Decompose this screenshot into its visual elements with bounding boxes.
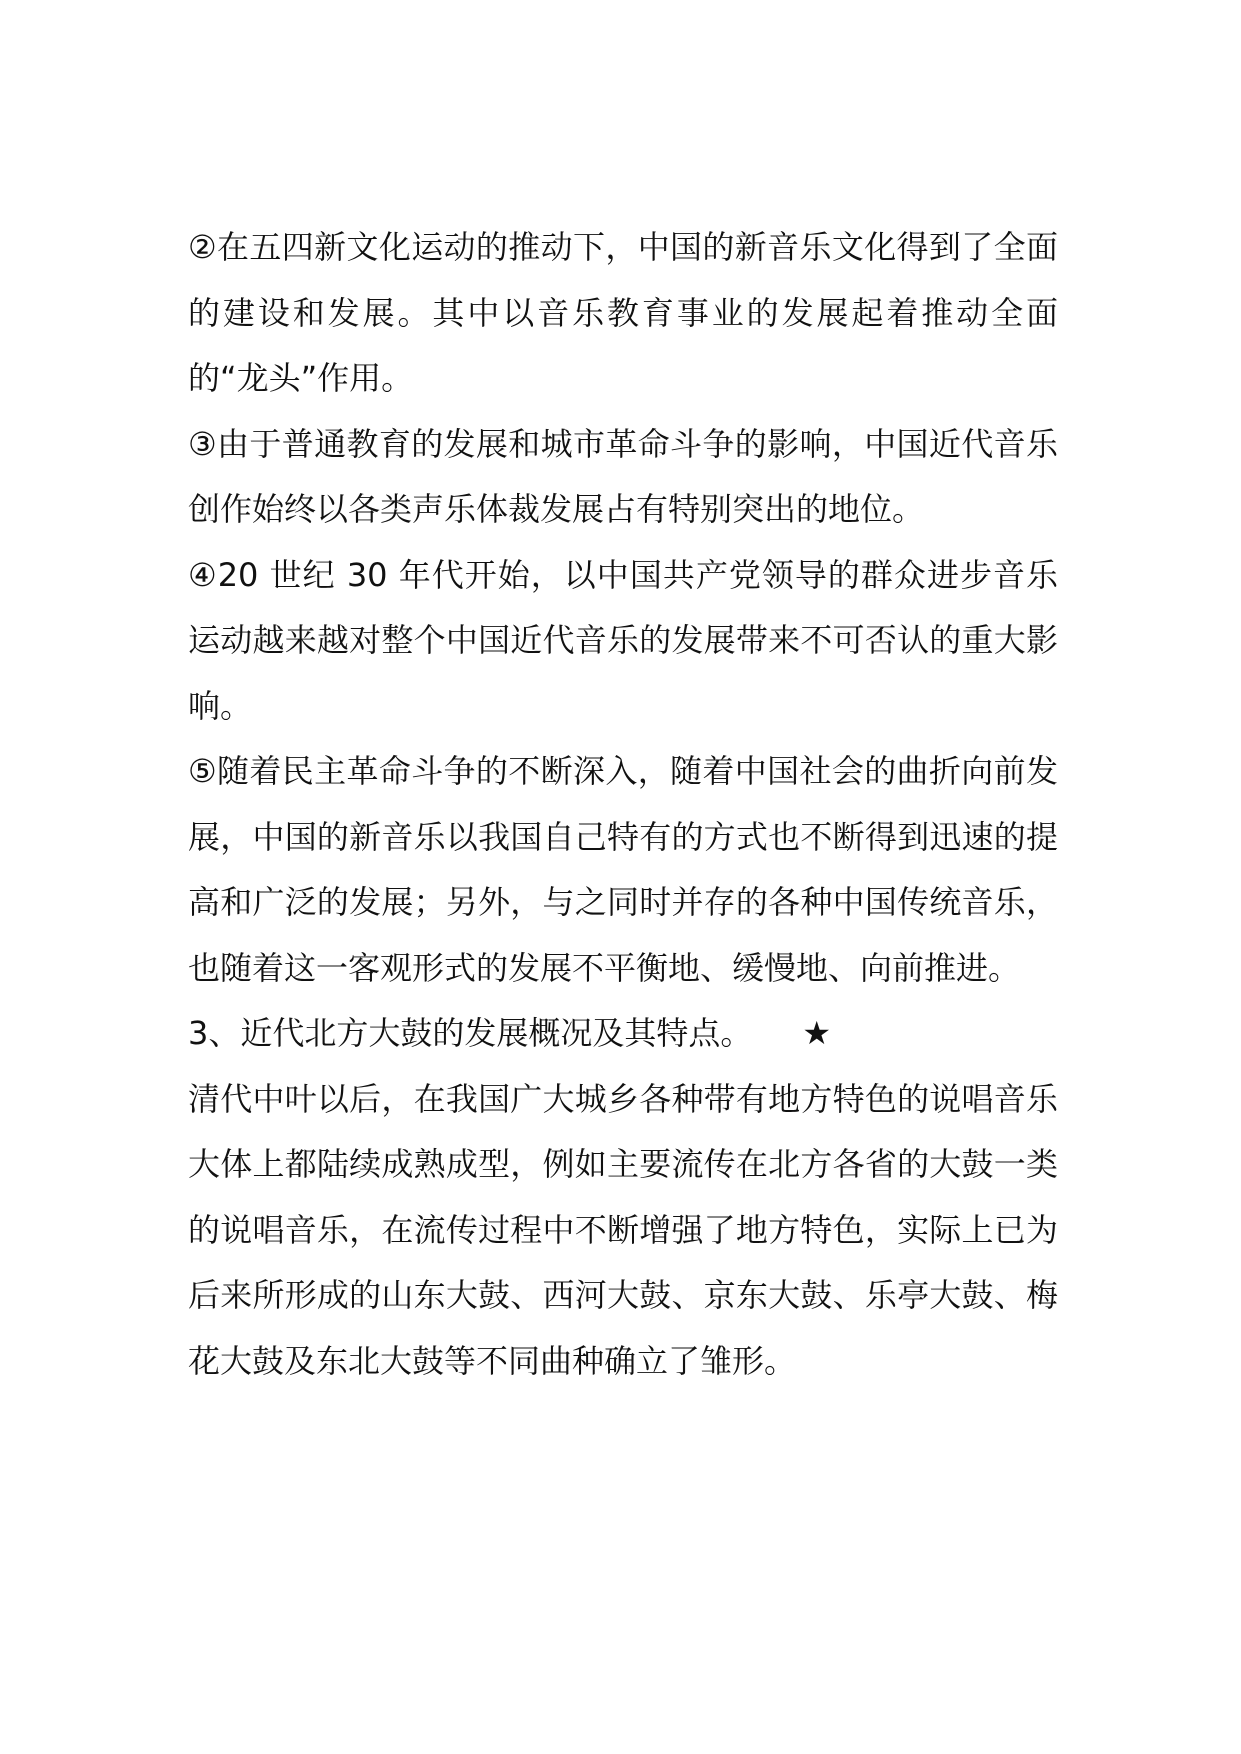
question-text: 3、近代北方大鼓的发展概况及其特点。 (188, 1014, 753, 1052)
answer-paragraph: 清代中叶以后，在我国广大城乡各种带有地方特色的说唱音乐大体上都陆续成熟成型，例如主要流传在北方各省的大鼓一类的说唱音乐，在流传过程中不断增强了地方特色，实际上已为后来所形成的山东大鼓、西河大鼓、京东大鼓、乐亭大鼓、梅花大鼓及东北大鼓等不同曲种确立了雏形。 (188, 1079, 1058, 1380)
paragraph-point-4: ④20 世纪 30 年代开始，以中国共产党领导的群众进步音乐运动越来越对整个中国近代音乐的发展带来不可否认的重大影响。 (188, 555, 1058, 725)
paragraph-point-5: ⑤随着民主革命斗争的不断深入，随着中国社会的曲折向前发展，中国的新音乐以我国自己特有的方式也不断得到迅速的提高和广泛的发展；另外，与之同时并存的各种中国传统音乐，也随着这一客观形式的发展不平衡地、缓慢地、向前推进。 (188, 752, 1058, 987)
document-body (188, 215, 1058, 1394)
paragraph-point-2: ②在五四新文化运动的推动下，中国的新音乐文化得到了全面的建设和发展。其中以音乐教育事业的发展起着推动全面的“龙头”作用。 (188, 228, 1058, 397)
paragraph-point-3: ③由于普通教育的发展和城市革命斗争的影响，中国近代音乐创作始终以各类声乐体裁发展占有特别突出的地位。 (188, 424, 1058, 528)
question-heading (188, 1001, 1058, 1067)
star-icon: ★ (802, 1014, 832, 1052)
